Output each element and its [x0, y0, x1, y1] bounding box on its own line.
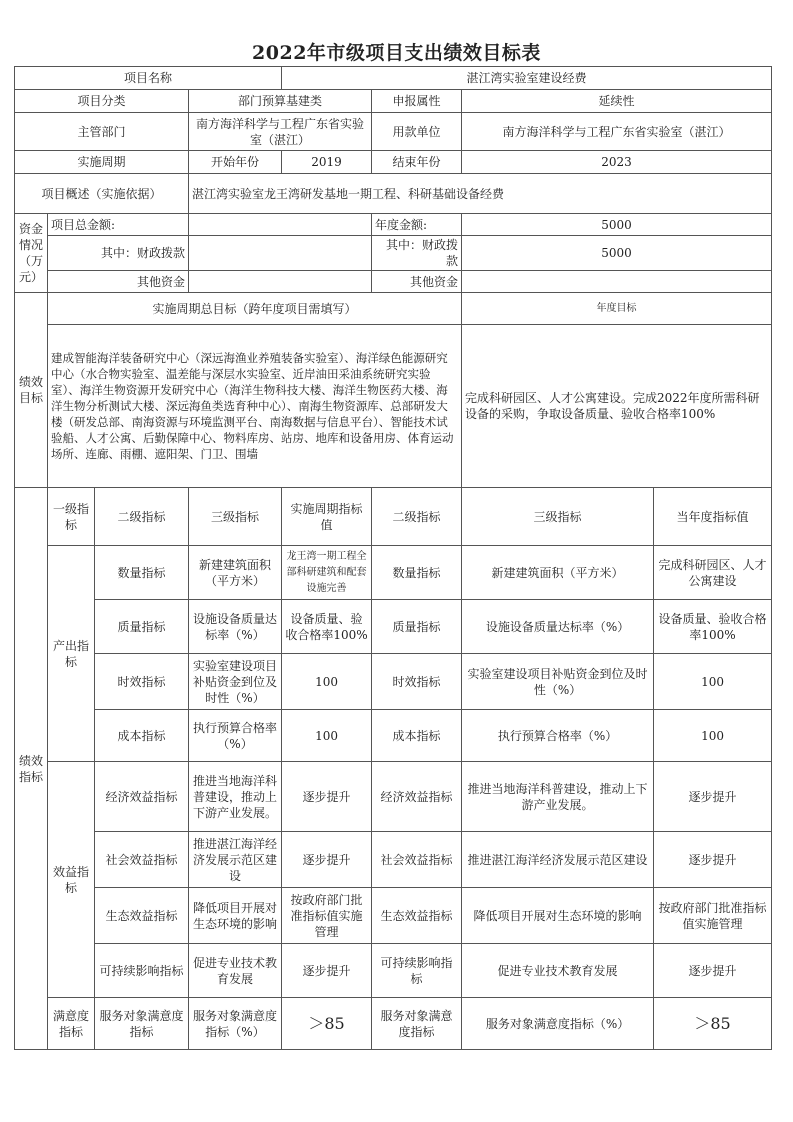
table-cell: 推进湛江海洋经济发展示范区建设	[462, 832, 654, 888]
table-cell: 质量指标	[95, 600, 189, 654]
header-level1: 一级指标	[48, 488, 95, 546]
table-cell: 生态效益指标	[95, 888, 189, 944]
table-cell: 推进当地海洋科普建设，推动上下游产业发展。	[189, 762, 282, 832]
fiscal-label: 其中：财政拨款	[48, 236, 189, 271]
table-cell: 成本指标	[95, 710, 189, 762]
category-label: 项目分类	[15, 90, 189, 113]
table-cell: 数量指标	[372, 546, 462, 600]
year-goal-header: 年度目标	[462, 293, 772, 325]
unit-label: 用款单位	[372, 113, 462, 151]
table-cell: 质量指标	[372, 600, 462, 654]
dept-label: 主管部门	[15, 113, 189, 151]
period-goal-text: 建成智能海洋装备研究中心（深远海渔业养殖装备实验室）、海洋绿色能源研究中心（水合物实验室、温差能与深层水实验室、近岸油田采油系统研究实验室）、海洋生物资源开发研究中心（海洋生物科技大楼、海洋生物医药大楼、海洋生物分析测试大楼、深远海鱼类选育种中心）、南海生物资源库、总部研发大楼（研发总部、南海资源与环境监测平台、南海数据与信息平台）、智能技术试验船、人才公寓、后勤保障中心、物料库房、站房、地库和设备用房、体育运动场所、连廊、雨棚、遮阳架、门卫、围墙	[48, 325, 462, 488]
table-cell: 时效指标	[372, 654, 462, 710]
table-cell: 新建建筑面积（平方米）	[189, 546, 282, 600]
other-label: 其他资金	[48, 271, 189, 293]
period-label: 实施周期	[15, 151, 189, 174]
page-title: 2022年市级项目支出绩效目标表	[252, 42, 541, 64]
unit-value: 南方海洋科学与工程广东省实验室（湛江）	[462, 113, 772, 151]
header-level3: 三级指标	[189, 488, 282, 546]
table-cell: 100	[654, 654, 772, 710]
project-name-value: 湛江湾实验室建设经费	[282, 67, 772, 90]
total-amount-value	[189, 214, 372, 236]
table-cell: 社会效益指标	[95, 832, 189, 888]
table-cell: 实验室建设项目补贴资金到位及时性（%）	[462, 654, 654, 710]
table-cell: 逐步提升	[282, 944, 372, 998]
fiscal-label-year: 其中：财政拨款	[372, 236, 462, 271]
table-cell: 可持续影响指标	[372, 944, 462, 998]
other-total-value	[189, 271, 372, 293]
table-cell: 降低项目开展对生态环境的影响	[462, 888, 654, 944]
table-cell: 设施设备质量达标率（%）	[189, 600, 282, 654]
table-cell: 服务对象满意度指标（%）	[189, 998, 282, 1050]
funds-label: 资金情况（万元）	[15, 214, 48, 293]
table-cell: 降低项目开展对生态环境的影响	[189, 888, 282, 944]
category-value: 部门预算基建类	[189, 90, 372, 113]
overview-value: 湛江湾实验室龙王湾研发基地一期工程、科研基础设备经费	[189, 174, 772, 214]
table-cell: 促进专业技术教育发展	[462, 944, 654, 998]
table-cell: 推进湛江海洋经济发展示范区建设	[189, 832, 282, 888]
table-cell: 执行预算合格率（%）	[189, 710, 282, 762]
other-label-year: 其他资金	[372, 271, 462, 293]
start-value: 2019	[282, 151, 372, 174]
header-level3-year: 三级指标	[462, 488, 654, 546]
table-cell: 经济效益指标	[372, 762, 462, 832]
goals-label: 绩效目标	[15, 293, 48, 488]
table-cell: 按政府部门批准指标值实施管理	[282, 888, 372, 944]
year-amount-label: 年度金额:	[372, 214, 462, 236]
total-amount-label: 项目总金额:	[48, 214, 189, 236]
end-value: 2023	[462, 151, 772, 174]
fiscal-year-value: 5000	[462, 236, 772, 271]
attr-value: 延续性	[462, 90, 772, 113]
table-cell: 龙王湾一期工程全部科研建筑和配套设施完善	[282, 546, 372, 600]
table-cell: 时效指标	[95, 654, 189, 710]
table-cell: 逐步提升	[654, 832, 772, 888]
project-name-label: 项目名称	[15, 67, 282, 90]
table-cell: 新建建筑面积（平方米）	[462, 546, 654, 600]
table-cell: 社会效益指标	[372, 832, 462, 888]
start-label: 开始年份	[189, 151, 282, 174]
table-cell: 设施设备质量达标率（%）	[462, 600, 654, 654]
table-cell: 执行预算合格率（%）	[462, 710, 654, 762]
period-goal-header: 实施周期总目标（跨年度项目需填写）	[48, 293, 462, 325]
table-cell: 100	[654, 710, 772, 762]
header-level2-year: 二级指标	[372, 488, 462, 546]
satisfaction-label: 满意度指标	[48, 998, 95, 1050]
header-level2: 二级指标	[95, 488, 189, 546]
header-period-value: 实施周期指标值	[282, 488, 372, 546]
year-amount-value: 5000	[462, 214, 772, 236]
table-cell: 100	[282, 710, 372, 762]
fiscal-total-value	[189, 236, 372, 271]
year-goal-text: 完成科研园区、人才公寓建设。完成2022年度所需科研设备的采购，争取设备质量、验收合格率100%	[462, 325, 772, 488]
table-cell: 服务对象满意度指标	[372, 998, 462, 1050]
overview-label: 项目概述（实施依据）	[15, 174, 189, 214]
table-cell: 完成科研园区、人才公寓建设	[654, 546, 772, 600]
table-cell: 可持续影响指标	[95, 944, 189, 998]
table-cell: 逐步提升	[282, 762, 372, 832]
table-cell: 按政府部门批准指标值实施管理	[654, 888, 772, 944]
table-cell: 实验室建设项目补贴资金到位及时性（%）	[189, 654, 282, 710]
table-cell: 数量指标	[95, 546, 189, 600]
output-label: 产出指标	[48, 546, 95, 762]
table-cell: 经济效益指标	[95, 762, 189, 832]
table-cell: 逐步提升	[654, 944, 772, 998]
dept-value: 南方海洋科学与工程广东省实验室（湛江）	[189, 113, 372, 151]
table-cell: 100	[282, 654, 372, 710]
header-year-value: 当年度指标值	[654, 488, 772, 546]
attr-label: 申报属性	[372, 90, 462, 113]
performance-table	[14, 66, 772, 1050]
indicators-label: 绩效指标	[15, 488, 48, 1050]
table-cell: 生态效益指标	[372, 888, 462, 944]
table-cell: 推进当地海洋科普建设，推动上下游产业发展。	[462, 762, 654, 832]
table-cell: 服务对象满意度指标	[95, 998, 189, 1050]
benefit-label: 效益指标	[48, 762, 95, 998]
other-year-value	[462, 271, 772, 293]
table-cell: 成本指标	[372, 710, 462, 762]
table-cell: ＞85	[282, 998, 372, 1050]
table-cell: 逐步提升	[654, 762, 772, 832]
end-label: 结束年份	[372, 151, 462, 174]
table-cell: 设备质量、验收合格率100%	[282, 600, 372, 654]
table-cell: 促进专业技术教育发展	[189, 944, 282, 998]
table-cell: 设备质量、验收合格率100%	[654, 600, 772, 654]
table-cell: 逐步提升	[282, 832, 372, 888]
table-cell: ＞85	[654, 998, 772, 1050]
table-cell: 服务对象满意度指标（%）	[462, 998, 654, 1050]
